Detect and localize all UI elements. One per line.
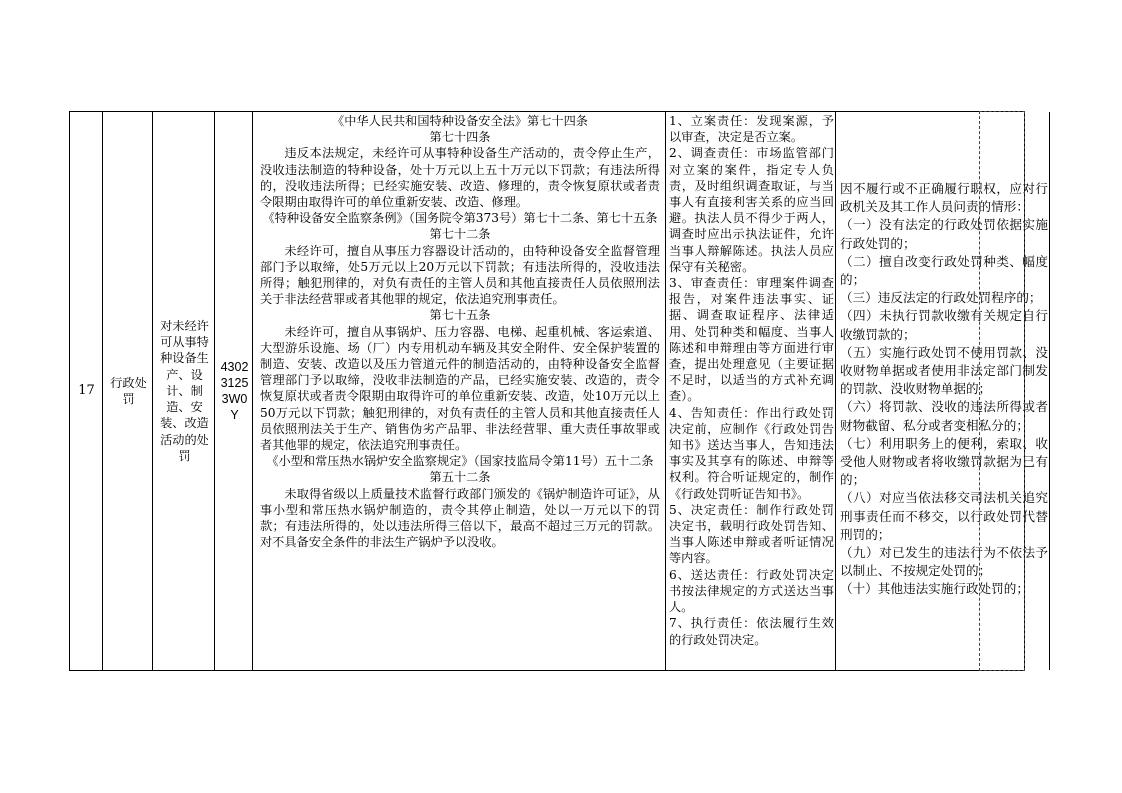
power-item-name-text: 对未经许可从事特种设备生产、设计、制造、安装、改造活动的处罚 xyxy=(160,319,209,463)
power-list-table xyxy=(69,111,1048,671)
responsibility-item: 6、送达责任：行政处罚决定书按法律规定的方式送达当事人。 xyxy=(669,567,834,615)
dashed-margin-box xyxy=(979,111,1025,671)
accountability-item: （八）对应当依法移交司法机关追究刑事责任而不移交，以行政处罚代替刑罚的； xyxy=(840,490,1048,542)
accountability-item: （七）利用职务上的便利，索取、收受他人财物或者将收缴罚款据为已有的； xyxy=(840,435,1048,488)
law2-text-1: 未经许可，擅自从事压力容器设计活动的，由特种设备安全监督管理部门予以取缔，处5万元以上20万元以下罚款；有违法所得的，没收违法所得；触犯刑律的，对负有责任的主管人员和其他直接责任人员依照刑法关于非法经营罪或者其他罪的规定，依法追究刑事责任。 xyxy=(260,243,660,307)
row-number xyxy=(70,112,103,670)
responsibility-item: 5、决定责任：制作行政处罚决定书，载明行政处罚告知、当事人陈述申辩或者听证情况等内容。 xyxy=(669,502,834,566)
legal-basis xyxy=(260,113,660,669)
power-code-line-4: Y xyxy=(230,408,239,422)
accountability-item: （九）对已发生的违法行为不依法予以制止、不按规定处罚的； xyxy=(840,545,1048,579)
accountability-item: （三）违反法定的行政处罚程序的； xyxy=(840,290,1042,306)
law2-article-1: 第七十二条 xyxy=(429,227,491,242)
row-number-text: 17 xyxy=(78,382,95,398)
law1-title: 《中华人民共和国特种设备安全法》第七十四条 xyxy=(332,114,588,128)
responsibility-item: 2、调查责任：市场监管部门对立案的案件，指定专人负责，及时组织调查取证，与当事人有直接利害关系的应当回避。执法人员不得少于两人，调查时应出示执法证件，允许当事人辩解陈述。执法人员应保守有关秘密。 xyxy=(669,146,834,274)
accountability-intro: 因不履行或不正确履行职权，应对行政机关及其工作人员问责的情形： xyxy=(840,181,1048,215)
power-code-line-1: 4302 xyxy=(220,360,249,374)
law2-title: 《特种设备安全监察条例》（国务院令第373号）第七十二条、第七十五条 xyxy=(262,211,658,226)
power-item-name xyxy=(154,112,215,670)
power-code xyxy=(216,112,253,670)
law1-article: 第七十四条 xyxy=(429,130,491,145)
law2-text-2: 未经许可，擅自从事锅炉、压力容器、电梯、起重机械、客运索道、大型游乐设施、场（厂）内专用机动车辆及其安全附件、安全保护装置的制造、安装、改造以及压力管道元件的制造活动的，由特种设备安全监督管理部门予以取缔，没收非法制造的产品，已经实施安装、改造的，责令恢复原状或者责令限期由取得许可的单位重新安装、改造，处10万元以上50万元以下罚款；触犯刑律的，对负有责任的主管人员和其他直接责任人员依照刑法关于生产、销售伪劣产品罪、非法经营罪、重大责任事故罪或者其他罪的规定，依法追究刑事责任。 xyxy=(260,324,660,453)
power-code-line-3: 3W0 xyxy=(221,392,248,406)
accountability-item: （四）未执行罚款收缴有关规定自行收缴罚款的； xyxy=(840,308,1048,342)
power-code-line-2: 3125 xyxy=(220,376,249,390)
law3-title: 《小型和常压热水锅炉安全监察规定》（国家技监局令第11号）五十二条 xyxy=(266,454,654,469)
responsibility-item: 7、执行责任：依法履行生效的行政处罚决定。 xyxy=(669,616,834,647)
responsibility-item: 4、告知责任：作出行政处罚决定前，应制作《行政处罚告知书》送达当事人，告知违法事实及其享有的陈述、申辩等权利。符合听证规定的，制作《行政处罚听证告知书》。 xyxy=(669,405,834,501)
responsibility-list xyxy=(669,113,834,669)
responsibility-item: 1、立案责任：发现案源，予以审查，决定是否立案。 xyxy=(669,114,834,145)
accountability-item: （十）其他违法实施行政处罚的； xyxy=(840,581,1029,597)
accountability-item: （五）实施行政处罚不使用罚款、没收财物单据或者使用非法定部门制发的罚款、没收财物单据的； xyxy=(840,344,1048,397)
accountability-item: （一）没有法定的行政处罚依据实施行政处罚的； xyxy=(840,217,1048,251)
responsibility-item: 3、审查责任：审理案件调查报告，对案件违法事实、证据、调查取证程序、法律适用、处罚种类和幅度、当事人陈述和申辩理由等方面进行审查，提出处理意见（主要证据不足时，以适当的方式补充调查）。 xyxy=(669,276,834,404)
law3-text: 未取得省级以上质量技术监督行政部门颁发的《锅炉制造许可证》，从事小型和常压热水锅炉制造的，责令其停止制造，处以一万元以下的罚款；有违法所得的，处以违法所得三倍以下，最高不超过三万元的罚款。对不具备安全条件的非法生产锅炉予以没收。 xyxy=(260,486,660,550)
accountability-item: （六）将罚款、没收的违法所得或者财物截留、私分或者变相私分的； xyxy=(840,399,1048,433)
law2-article-2: 第七十五条 xyxy=(429,308,491,323)
law1-text: 违反本法规定，未经许可从事特种设备生产活动的，责令停止生产，没收违法制造的特种设备，处十万元以上五十万元以下罚款；有违法所得的，没收违法所得；已经实施安装、改造、修理的，责令恢复原状或者责令限期由取得许可的单位重新安装、改造、修理。 xyxy=(260,146,660,210)
accountability-item: （二）擅自改变行政处罚种类、幅度的； xyxy=(840,253,1048,288)
power-category xyxy=(104,112,153,670)
power-category-text: 行政处罚 xyxy=(110,375,147,406)
law3-article: 第五十二条 xyxy=(429,470,491,485)
